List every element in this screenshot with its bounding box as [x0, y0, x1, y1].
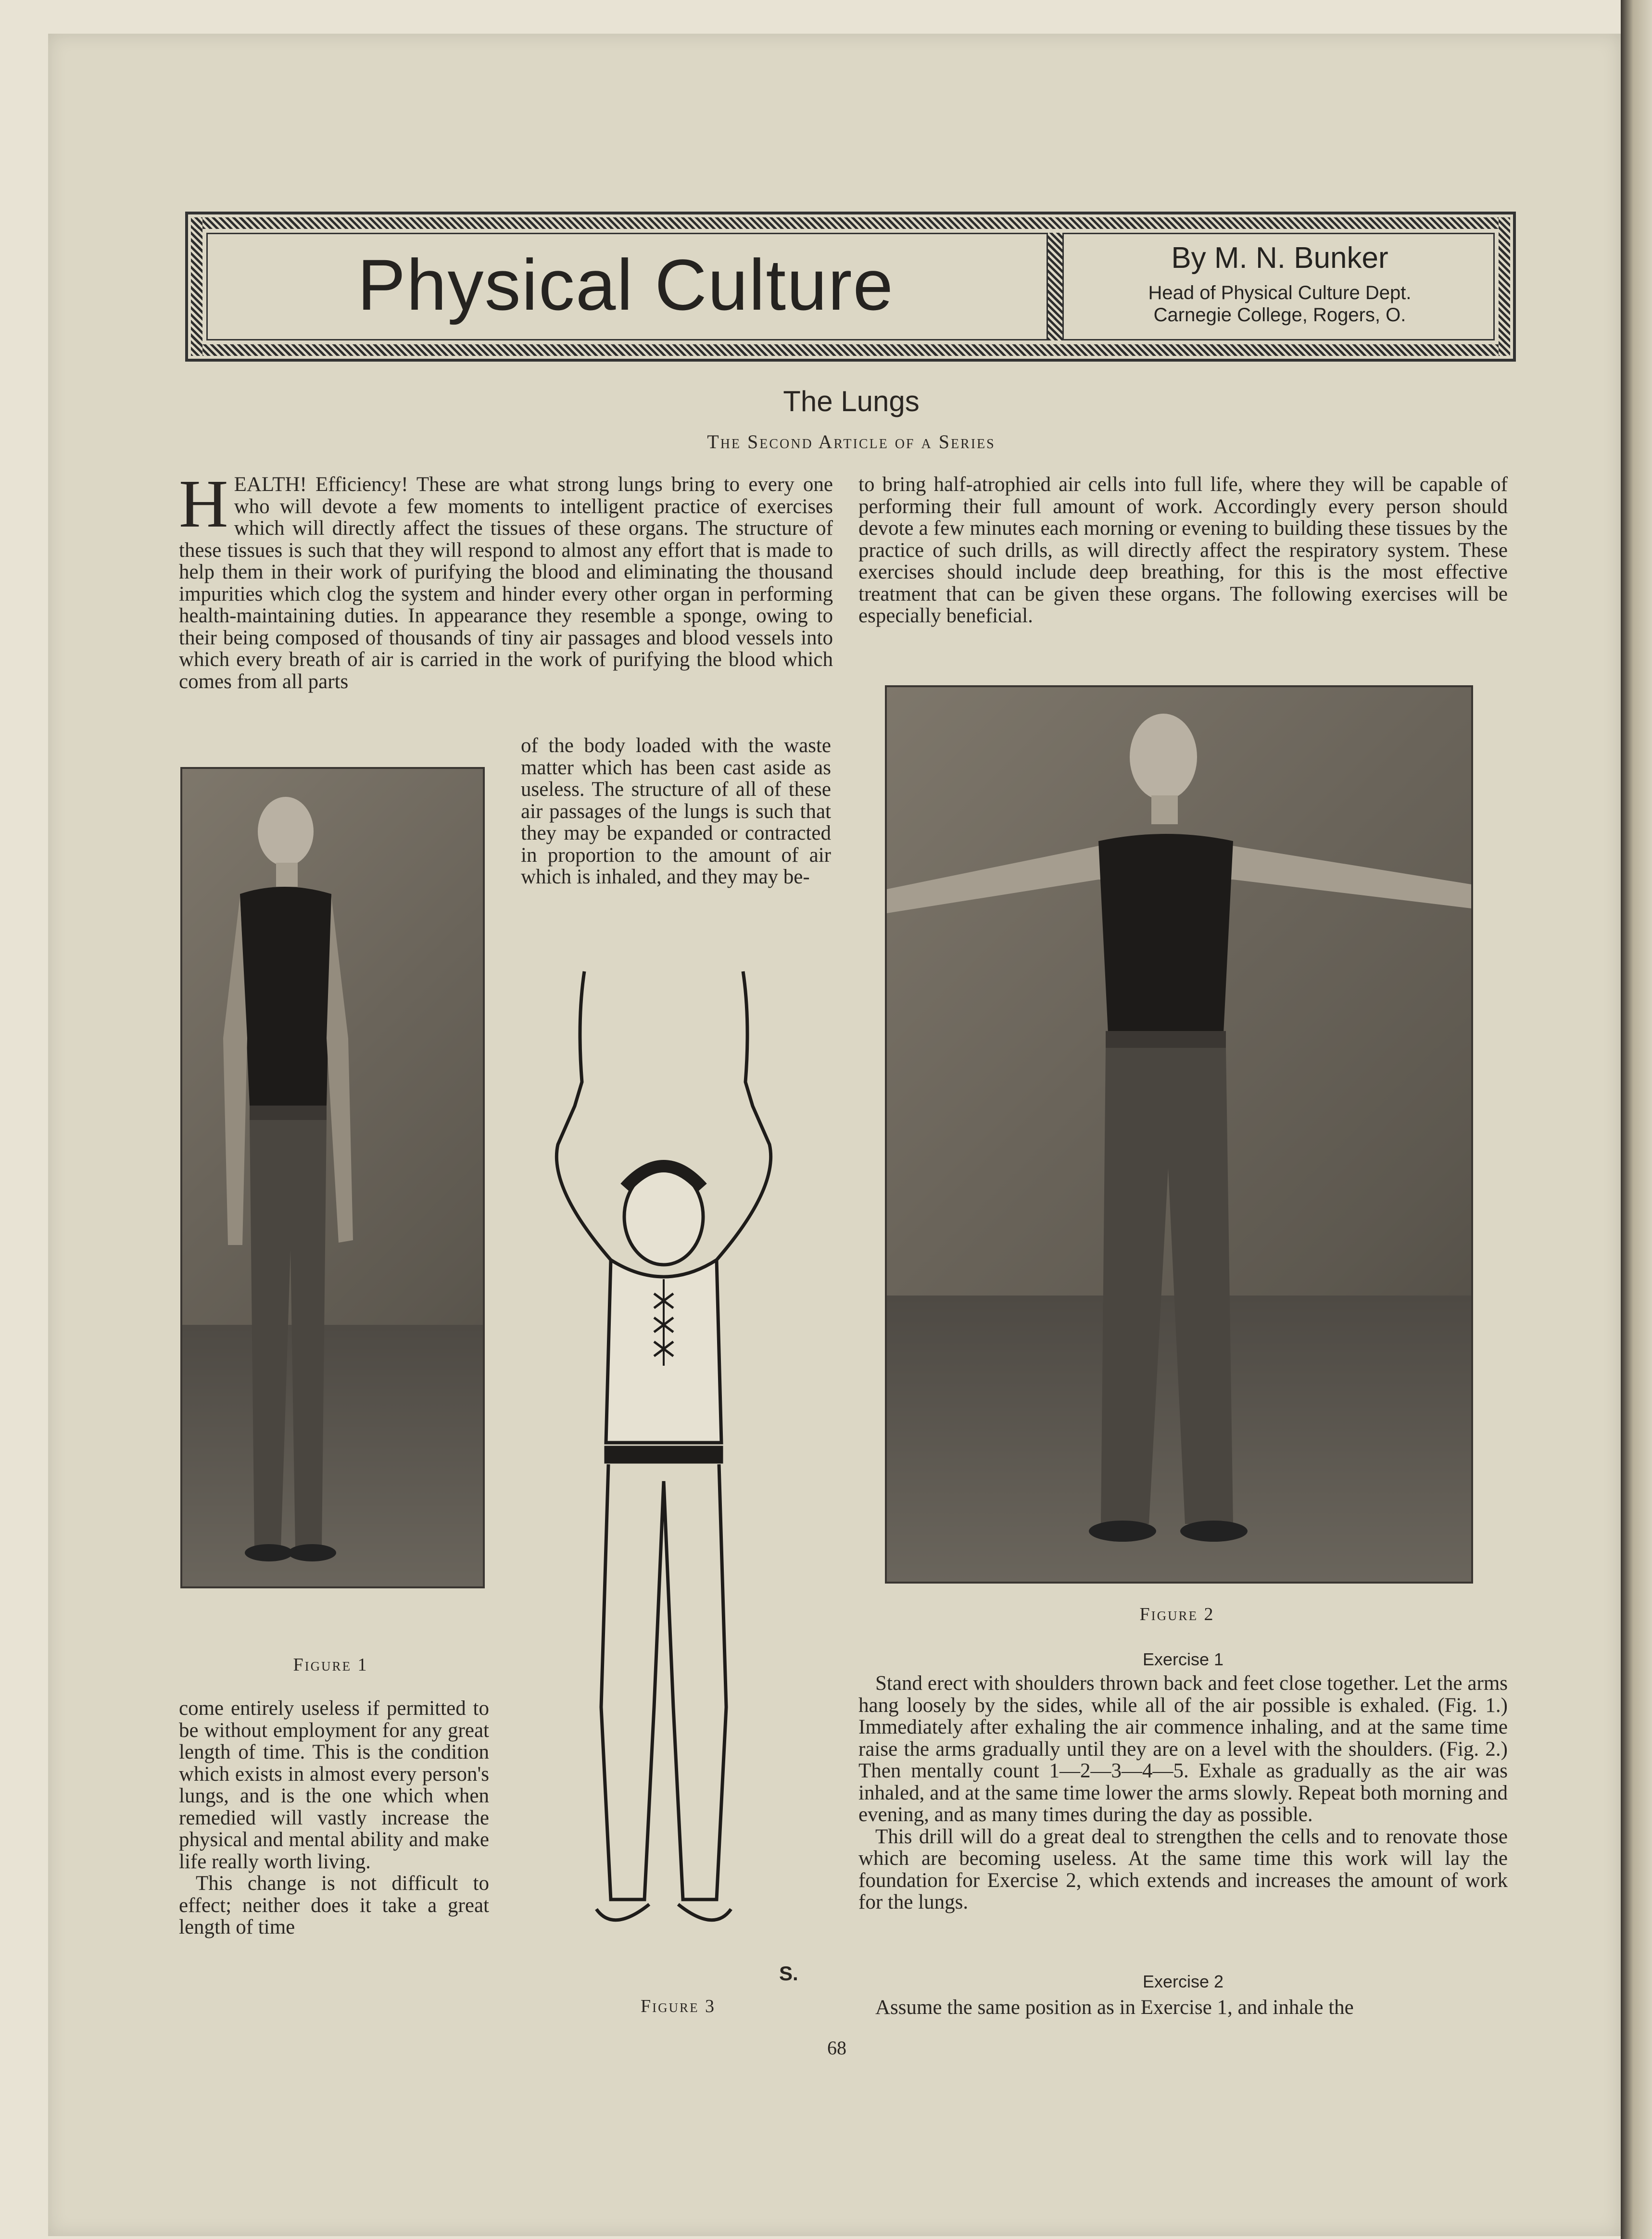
exercise-1-paragraph-2: This drill will do a great deal to strengthen the cells and to renovate those which are becoming useless. At the same time this work will lay the foundation for Exercise 2, which extends and increases the amount of work for the lungs.	[858, 1825, 1508, 1913]
author-role	[1063, 282, 1496, 326]
article-title: The Lungs	[783, 385, 920, 417]
figure-3-drawing	[529, 962, 798, 1976]
exercise-2-text: Assume the same position as in Exercise 1, and inhale the	[875, 1996, 1354, 2019]
artist-signature: S.	[779, 1962, 798, 1985]
book-spine	[1621, 0, 1652, 2239]
continuation-paragraph: come entirely useless if permitted to be without employment for any great length of time. This is the condition which exists in almost every person's lungs, and is the one which when remedied will vastly increase the physical and mental ability and make life really worth living.	[179, 1697, 489, 1873]
middle-column-text: of the body loaded with the waste matter which has been cast aside as useless. The structure of all of these air passages of the lungs is such that they may be expanded or contracted in proportion to the amount of air which is inhaled, and they may be-	[521, 734, 831, 888]
figure-1-photo	[180, 767, 485, 1588]
figure-1-caption: Figure 1	[293, 1655, 368, 1675]
figure-1-man-illustration	[182, 769, 483, 1586]
column-1-bottom-text	[179, 1698, 489, 1938]
exercise-2-heading: Exercise 2	[1142, 1972, 1224, 1991]
page-number: 68	[827, 2037, 846, 2059]
header-band	[185, 212, 1516, 362]
column-2-top-text: to bring half-atrophied air cells into full life, where they will be capable of performing their full amount of work. Accordingly every person should devote a few minutes each morning or evening to building these tissues by the practice of such drills, as will directly affect the respiratory system. These exercises should include deep breathing, for this is the most effective treatment that can be given these organs. The following exercises will be especially beneficial.	[858, 473, 1508, 627]
exercise-1-heading: Exercise 1	[1142, 1649, 1224, 1669]
exercise-1-paragraph-1: Stand erect with shoulders thrown back and feet close together. Let the arms hang loosely by the sides, while all of the air possible is exhaled. (Fig. 1.) Immediately after exhaling the air commence inhaling, and at the same time raise the arms gradually until they are on a level with the shoulders. (Fig. 2.) Then mentally count 1—2—3—4—5. Exhale as gradually as the air was inhaled, and at the same time lower the arms slowly. Repeat both morning and evening, and as many times during the day as possible.	[858, 1672, 1508, 1826]
figure-2-caption: Figure 2	[1139, 1604, 1215, 1624]
author-role-line-2: Carnegie College, Rogers, O.	[1153, 304, 1406, 326]
exercise-1-text	[858, 1673, 1508, 1913]
drop-cap: H	[179, 465, 228, 541]
header-divider	[1047, 233, 1064, 340]
figure-3-caption: Figure 3	[640, 1996, 716, 2016]
section-title: Physical Culture	[357, 244, 894, 325]
figure-2-photo	[885, 685, 1473, 1584]
figure-2-man-illustration	[887, 687, 1471, 1582]
intro-text: EALTH! Efficiency! These are what strong lungs bring to every one who will devote a few moments to intelligent practice of exercises which will directly affect the tissues of these organs. The structure of these tissues is such that they will respond to almost any effort that is made to help them in their work of purifying the blood and eliminating the thousand impurities which clog the system and hinder every other organ in performing health-maintaining duties. In appearance they resemble a sponge, owing to their being composed of thousands of tiny air passages and blood vessels into which every breath of air is carried in the work of purifying the blood which comes from all parts	[179, 473, 833, 693]
intro-paragraph	[179, 465, 833, 693]
author-byline: By M. N. Bunker	[1171, 241, 1388, 275]
effect-paragraph: This change is not difficult to effect; neither does it take a great length of time	[179, 1872, 489, 1938]
author-role-line-1: Head of Physical Culture Dept.	[1148, 282, 1412, 303]
article-subtitle: The Second Article of a Series	[707, 431, 996, 453]
